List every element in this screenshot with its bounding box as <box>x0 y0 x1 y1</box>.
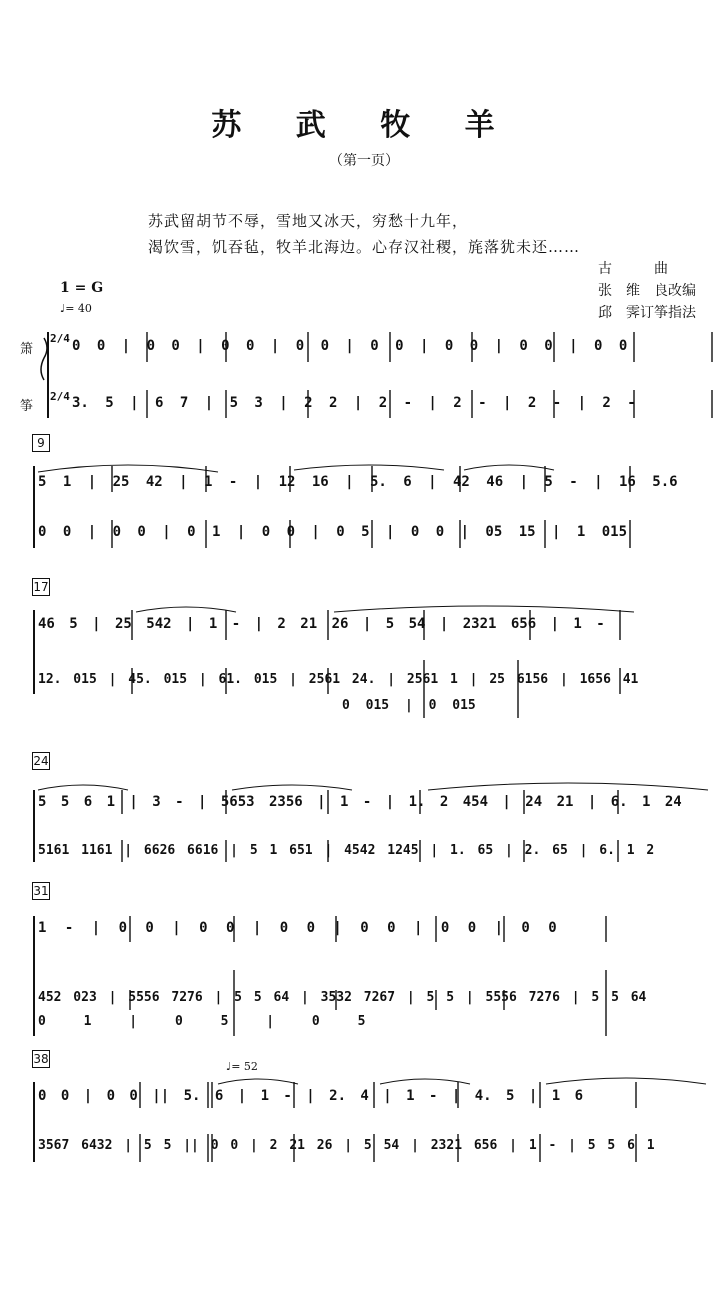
system-4-number: 24 <box>33 754 49 768</box>
system-6-xiao: 0 0 | 0 0 || 5. 6 | 1 - | 2. 4 | 1 - | 4. 5 | 1 6 <box>38 1088 584 1104</box>
system-6-number: 38 <box>33 1052 49 1066</box>
system-6-zheng: 3567 6432 | 5 5 || 0 0 | 2 21 26 | 5 54 | 2321 656 | 1 - | 5 5 6 1 <box>38 1138 655 1153</box>
system-1-brace <box>41 332 48 418</box>
instrument-zheng: 筝 <box>20 399 34 414</box>
credit-arranger: 张 维 良改编 <box>598 283 696 299</box>
system-4-zheng: 5161 1161 | 6626 6616 | 5 1 651 | 4542 1245 | 1. 65 | 2. 65 | 6. 1 2 <box>38 843 655 858</box>
tempo-change-value: = 52 <box>231 1060 258 1073</box>
key-signature: 1 = G <box>60 280 104 296</box>
system-1-zheng: 3. 5 | 6 7 | 5 3 | 2 2 | 2 - | 2 - | 2 - | 2 - <box>72 395 636 411</box>
system-3-xiao: 46 5 | 25 542 | 1 - | 2 21 26 | 5 54 | 2321 656 | 1 - <box>38 616 605 632</box>
system-2-number: 9 <box>32 434 50 452</box>
quarter-note-icon: ♩ <box>60 302 66 315</box>
system-3-number: 17 <box>33 580 49 594</box>
instrument-xiao: 箫 <box>20 342 34 357</box>
tempo-value: = 40 <box>65 302 92 315</box>
system-5-zheng: 452 023 | 5556 7276 | 5 5 64 | 3532 7267 | 5 5 | 5556 7276 | 5 5 64 <box>38 990 647 1005</box>
lyric-line-2: 渴饮雪，饥吞毡，牧羊北海边。心存汉社稷，旄落犹未还…… <box>148 238 581 256</box>
time-signature-top: 2/4 <box>50 332 70 345</box>
lyric-line-1: 苏武留胡节不辱，雪地又冰天，穷愁十九年， <box>148 212 469 230</box>
system-5-number: 31 <box>33 884 49 898</box>
credit-fingering: 邱 霁订筝指法 <box>598 305 696 321</box>
score-title: 苏 武 牧 羊 <box>211 108 517 143</box>
credit-origin: 古 曲 <box>598 261 668 277</box>
page-subtitle: （第一页） <box>329 153 399 169</box>
quarter-note-icon: ♩ <box>226 1060 232 1073</box>
system-3-zheng-lower: 0 015 | 0 015 <box>342 698 476 713</box>
system-2-zheng: 0 0 | 0 0 | 0 1 | 0 0 | 0 5 | 0 0 | 05 15 | 1 015 <box>38 524 628 540</box>
system-4-xiao: 5 5 6 1 | 3 - | 5653 2356 | 1 - | 1. 2 454 | 24 21 | 6. 1 24 <box>38 794 682 810</box>
system-5-zheng-lower: 0 1 | 0 5 | 0 5 <box>38 1014 366 1029</box>
system-2-xiao: 5 1 | 25 42 | 1 - | 12 16 | 5. 6 | 42 46 | 5 - | 16 5.6 <box>38 474 678 490</box>
tempo-change <box>226 1060 258 1073</box>
system-1-xiao: 0 0 | 0 0 | 0 0 | 0 0 | 0 0 | 0 0 | 0 0 | 0 0 <box>72 338 628 354</box>
time-signature-bottom: 2/4 <box>50 390 70 403</box>
system-5-xiao: 1 - | 0 0 | 0 0 | 0 0 | 0 0 | 0 0 | 0 0 <box>38 920 557 936</box>
system-3-zheng: 12. 015 | 45. 015 | 61. 015 | 2561 24. | 2561 1 | 25 6156 | 1656 41 <box>38 672 639 687</box>
